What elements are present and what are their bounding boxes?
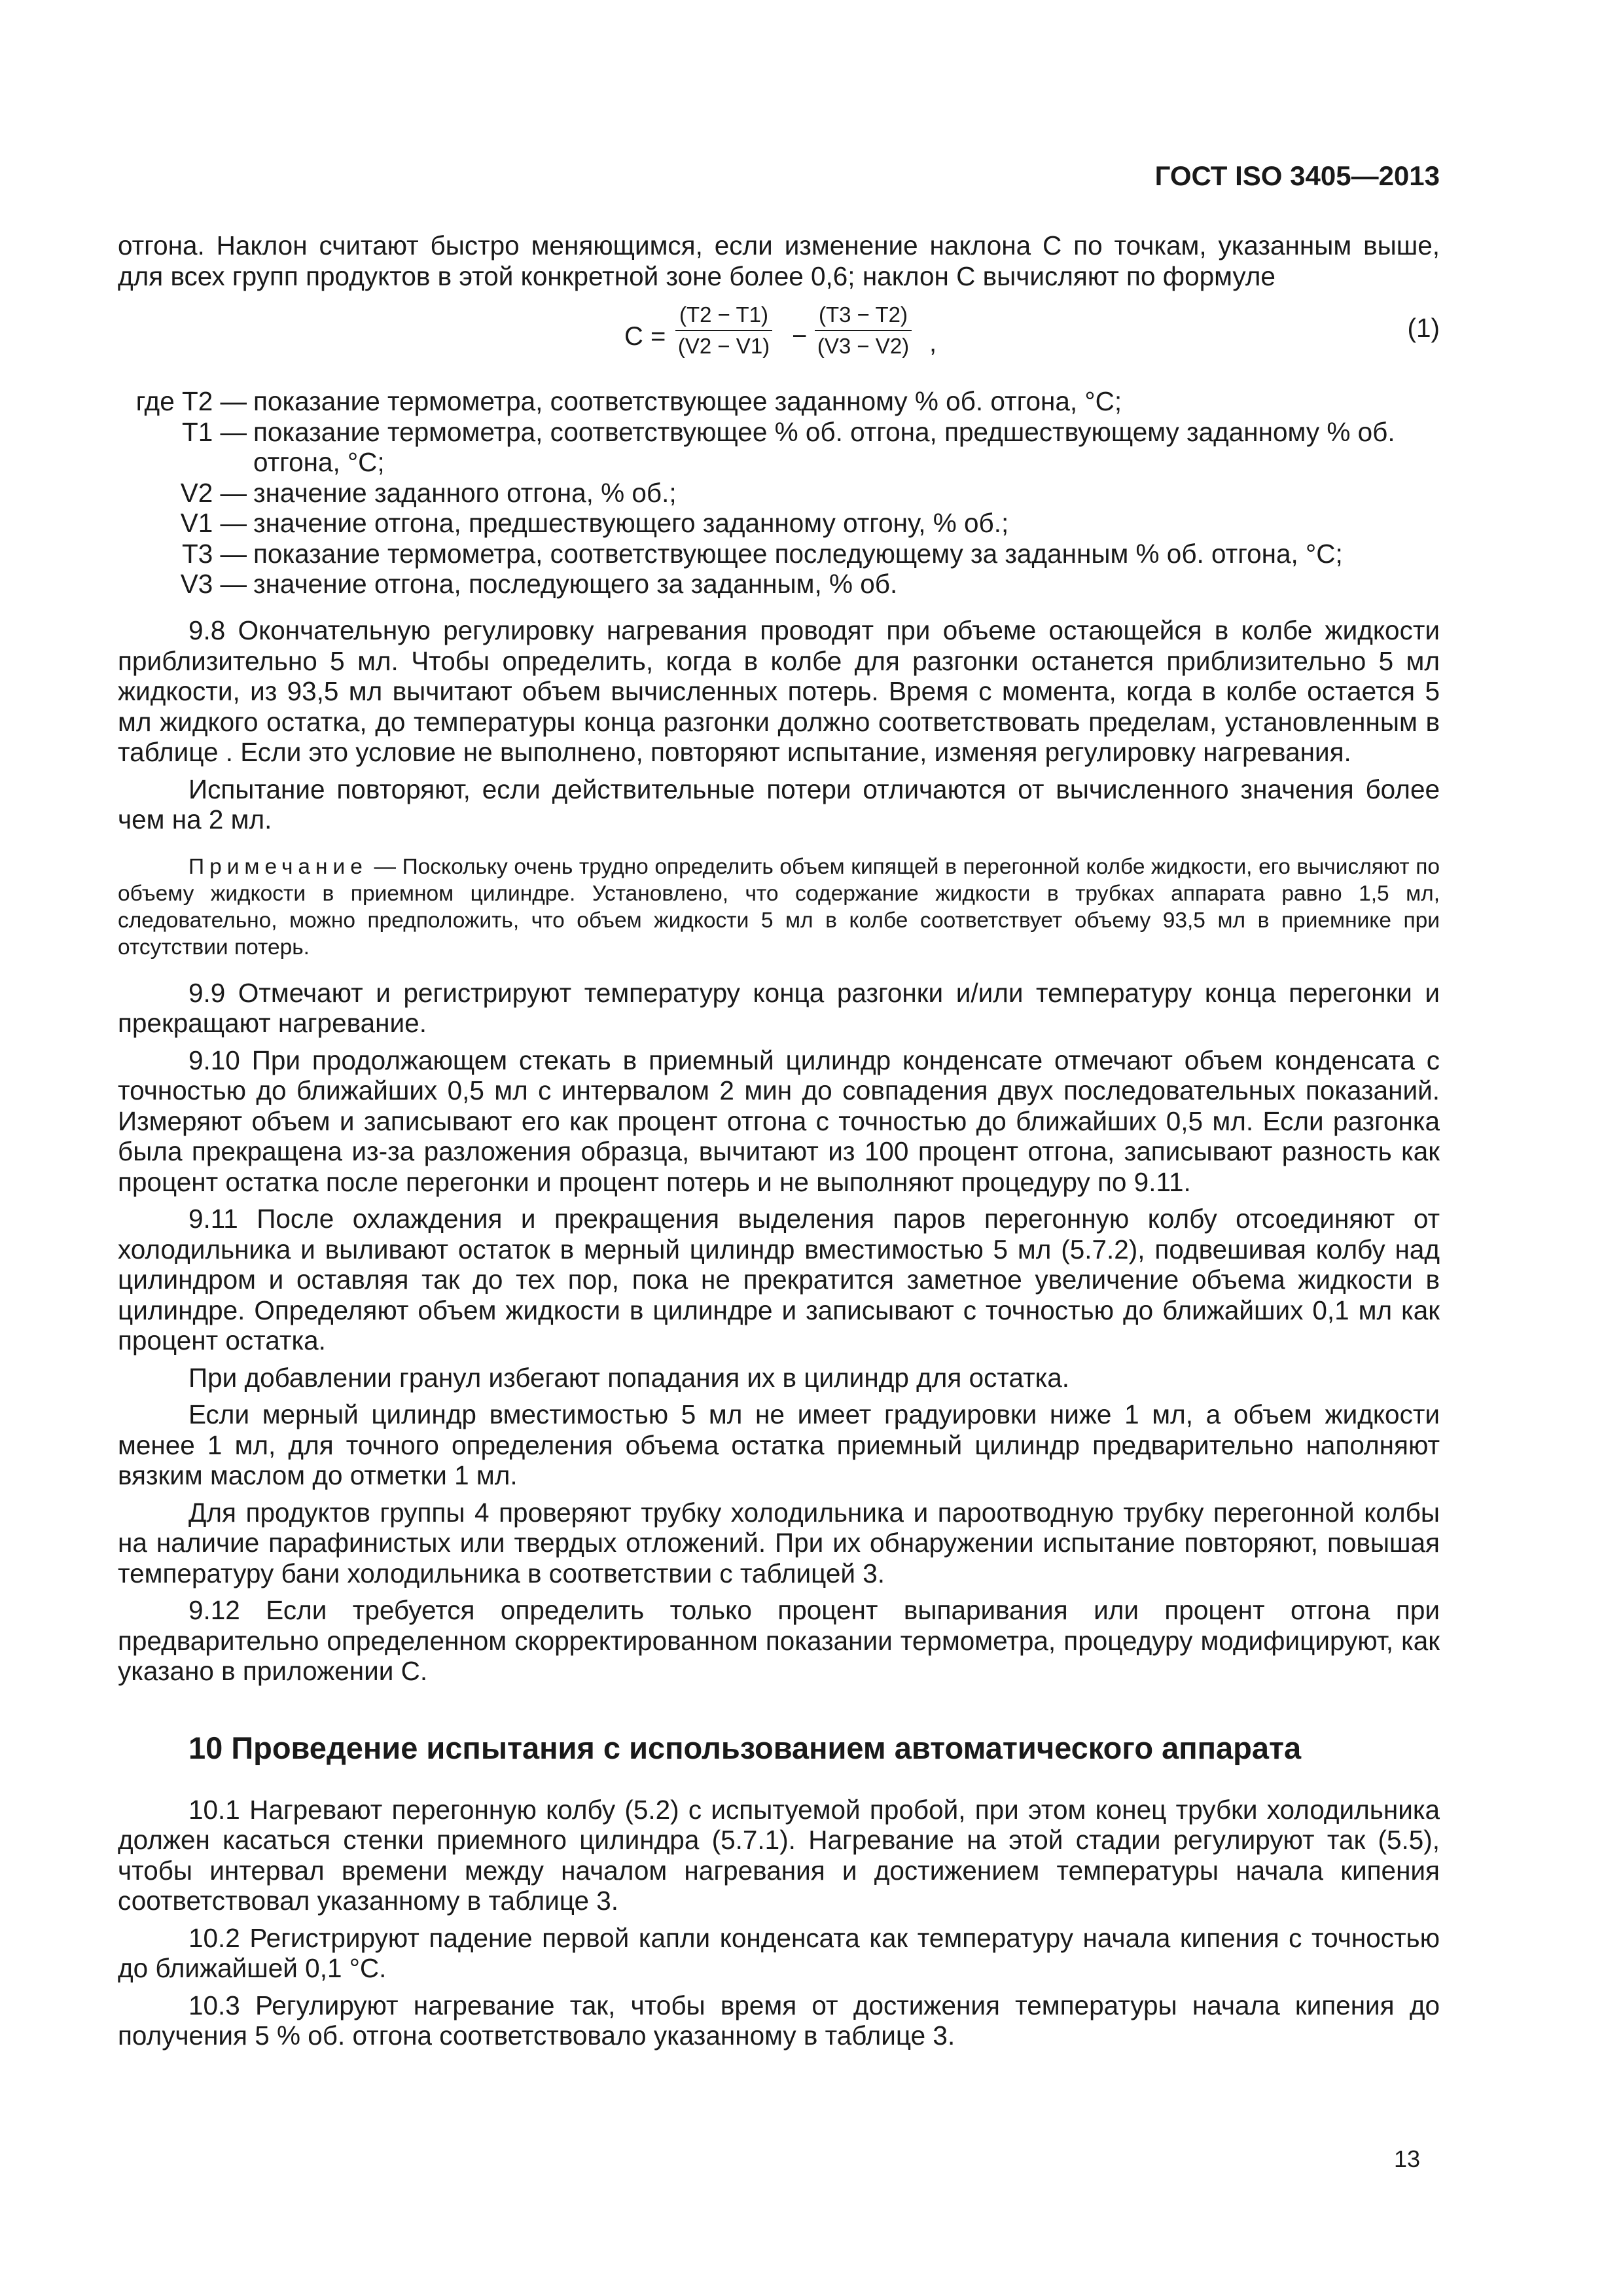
paragraph-9-11-group4: Для продуктов группы 4 проверяют трубку холодильника и пароотводную трубку перегонной колбы на наличие парафинистых или твердых отложений. При их обнаружении испытание повторяют, повышая температуру бани холодильника в соответствии с таблицей 3. <box>118 1497 1440 1588</box>
fraction-1-denominator: (V2 − V1) <box>677 334 770 358</box>
definition-row <box>118 386 1440 417</box>
definition-row <box>118 478 1440 509</box>
section-10-heading: 10 Проведение испытания с использованием автоматического аппарата <box>188 1730 1302 1765</box>
definition-row <box>118 417 1440 478</box>
paragraph-9-8: 9.8 Окончательную регулировку нагревания проводят при объеме остающейся в колбе жидкости приблизительно 5 мл. Чтобы определить, когда в колбе для разгонки останется приблизительно 5 мл жидкости, из 93,5 мл вычитают объем вычисленных потерь. Время с момента, когда в колбе остается 5 мл жидкого остатка, до температуры конца разгонки должно соответствовать пределам, установленным в таблице . Если это условие не выполнено, повторяют испытание, изменяя регулировку нагревания. <box>118 615 1440 767</box>
paragraph-9-11-cylinder: Если мерный цилиндр вместимостью 5 мл не имеет градуировки ниже 1 мл, а объем жидкости менее 1 мл, для точного определения объема остатка приемный цилиндр предварительно наполняют вязким маслом до отметки 1 мл. <box>118 1399 1440 1490</box>
paragraph-10-3: 10.3 Регулируют нагревание так, чтобы время от достижения температуры начала кипения до получения 5 % об. отгона соответствовало указанному в таблице 3. <box>118 1990 1440 2051</box>
definition-symbol: T3 — <box>181 538 247 569</box>
definition-text: показание термометра, соответствующее заданному % об. отгона, °C; <box>253 386 1122 416</box>
formula-lhs: C = <box>624 322 666 351</box>
definition-row <box>118 508 1440 539</box>
note-label: Примечание <box>188 854 368 879</box>
definition-text: значение заданного отгона, % об.; <box>253 477 677 508</box>
variable-definitions <box>118 386 1440 600</box>
document-header: ГОСТ ISO 3405—2013 <box>1154 160 1440 191</box>
paragraph-9-11: 9.11 После охлаждения и прекращения выделения паров перегонную колбу отсоединяют от холодильника и выливают остаток в мерный цилиндр вместимостью 5 мл (5.7.2), подвешивая колбу над цилиндром и оставляя так до тех пор, пока не прекратится заметное увеличение объема жидкости в цилиндре. Определяют объем жидкости в цилиндре и записывают с точностью до ближайших 0,1 мл как процент остатка. <box>118 1204 1440 1355</box>
paragraph-9-12: 9.12 Если требуется определить только процент выпаривания или процент отгона при предварительно определенном скорректированном показании термометра, процедуру модифицируют, как указано в приложении С. <box>118 1595 1440 1686</box>
formula-minus: − <box>792 322 808 351</box>
intro-block <box>118 230 1440 291</box>
paragraph-9-8-retest: Испытание повторяют, если действительные потери отличаются от вычисленного значения более чем на 2 мл. <box>118 774 1440 834</box>
definition-symbol: V1 — <box>180 508 247 538</box>
fraction-1-numerator: (T2 − T1) <box>675 302 772 331</box>
definition-symbol: V3 — <box>180 569 247 599</box>
paragraph-9-10: 9.10 При продолжающем стекать в приемный цилиндр конденсате отмечают объем конденсата с точностью до ближайших 0,5 мл с интервалом 2 мин до совпадения двух последовательных показаний. Измеряют объем и записывают его как процент отгона с точностью до ближайших 0,5 мл. Если разгонка была прекращена из-за разложения образца, вычитают из 100 процент отгона, записывают разность как процент остатка после перегонки и процент потерь и не выполняют процедуру по 9.11. <box>118 1045 1440 1197</box>
definition-symbol: где T2 — <box>135 386 247 416</box>
fraction-2-numerator: (T3 − T2) <box>815 302 912 331</box>
formula-number: (1) <box>1407 313 1440 343</box>
definition-row <box>118 569 1440 600</box>
formula-fraction-2 <box>815 302 912 359</box>
paragraph-9-11-granules: При добавлении гранул избегают попадания их в цилиндр для остатка. <box>188 1362 1070 1393</box>
note-text: — Поскольку очень трудно определить объем кипящей в перегонной колбе жидкости, его вычисляют по объему жидкости в приемном цилиндре. Установлено, что содержание жидкости в трубках аппарата равно 1,5 мл, следовательно, можно предположить, что объем жидкости 5 мл в колбе соответствует объему 93,5 мл в приемнике при отсутствии потерь. <box>118 854 1440 960</box>
definition-symbol: T1 — <box>181 416 247 447</box>
paragraph-9-9: 9.9 Отмечают и регистрируют температуру конца разгонки и/или температуру конца перегонки и прекращают нагревание. <box>118 977 1440 1038</box>
definition-symbol: V2 — <box>180 477 247 508</box>
fraction-2-denominator: (V3 − V2) <box>817 334 910 358</box>
definition-text: показание термометра, соответствующее последующему за заданным % об. отгона, °C; <box>253 538 1343 569</box>
body-text <box>118 615 1440 2051</box>
definition-row <box>118 539 1440 569</box>
formula-comma: , <box>929 329 937 357</box>
paragraph-10-2: 10.2 Регистрируют падение первой капли конденсата как температуру начала кипения с точностью до ближайшей 0,1 °C. <box>118 1922 1440 1983</box>
formula-fraction-1 <box>675 302 772 359</box>
definition-text: показание термометра, соответствующее % об. отгона, предшествующему заданному % об. отгона, °C; <box>253 416 1395 477</box>
formula-1 <box>118 302 1440 374</box>
intro-paragraph: отгона. Наклон считают быстро меняющимся, если изменение наклона C по точкам, указанным выше, для всех групп продуктов в этой конкретной зоне более 0,6; наклон C вычисляют по формуле <box>118 230 1440 291</box>
note-paragraph <box>118 853 1440 961</box>
definition-text: значение отгона, последующего за заданным, % об. <box>253 569 898 599</box>
page-number: 13 <box>1394 2145 1421 2172</box>
paragraph-10-1: 10.1 Нагревают перегонную колбу (5.2) с испытуемой пробой, при этом конец трубки холодильника должен касаться стенки приемного цилиндра (5.7.1). Нагревание на этой стадии регулируют так (5.5), чтобы интервал времени между началом нагревания и достижением температуры начала кипения соответствовал указанному в таблице 3. <box>118 1794 1440 1916</box>
definition-text: значение отгона, предшествующего заданному отгону, % об.; <box>253 508 1009 538</box>
